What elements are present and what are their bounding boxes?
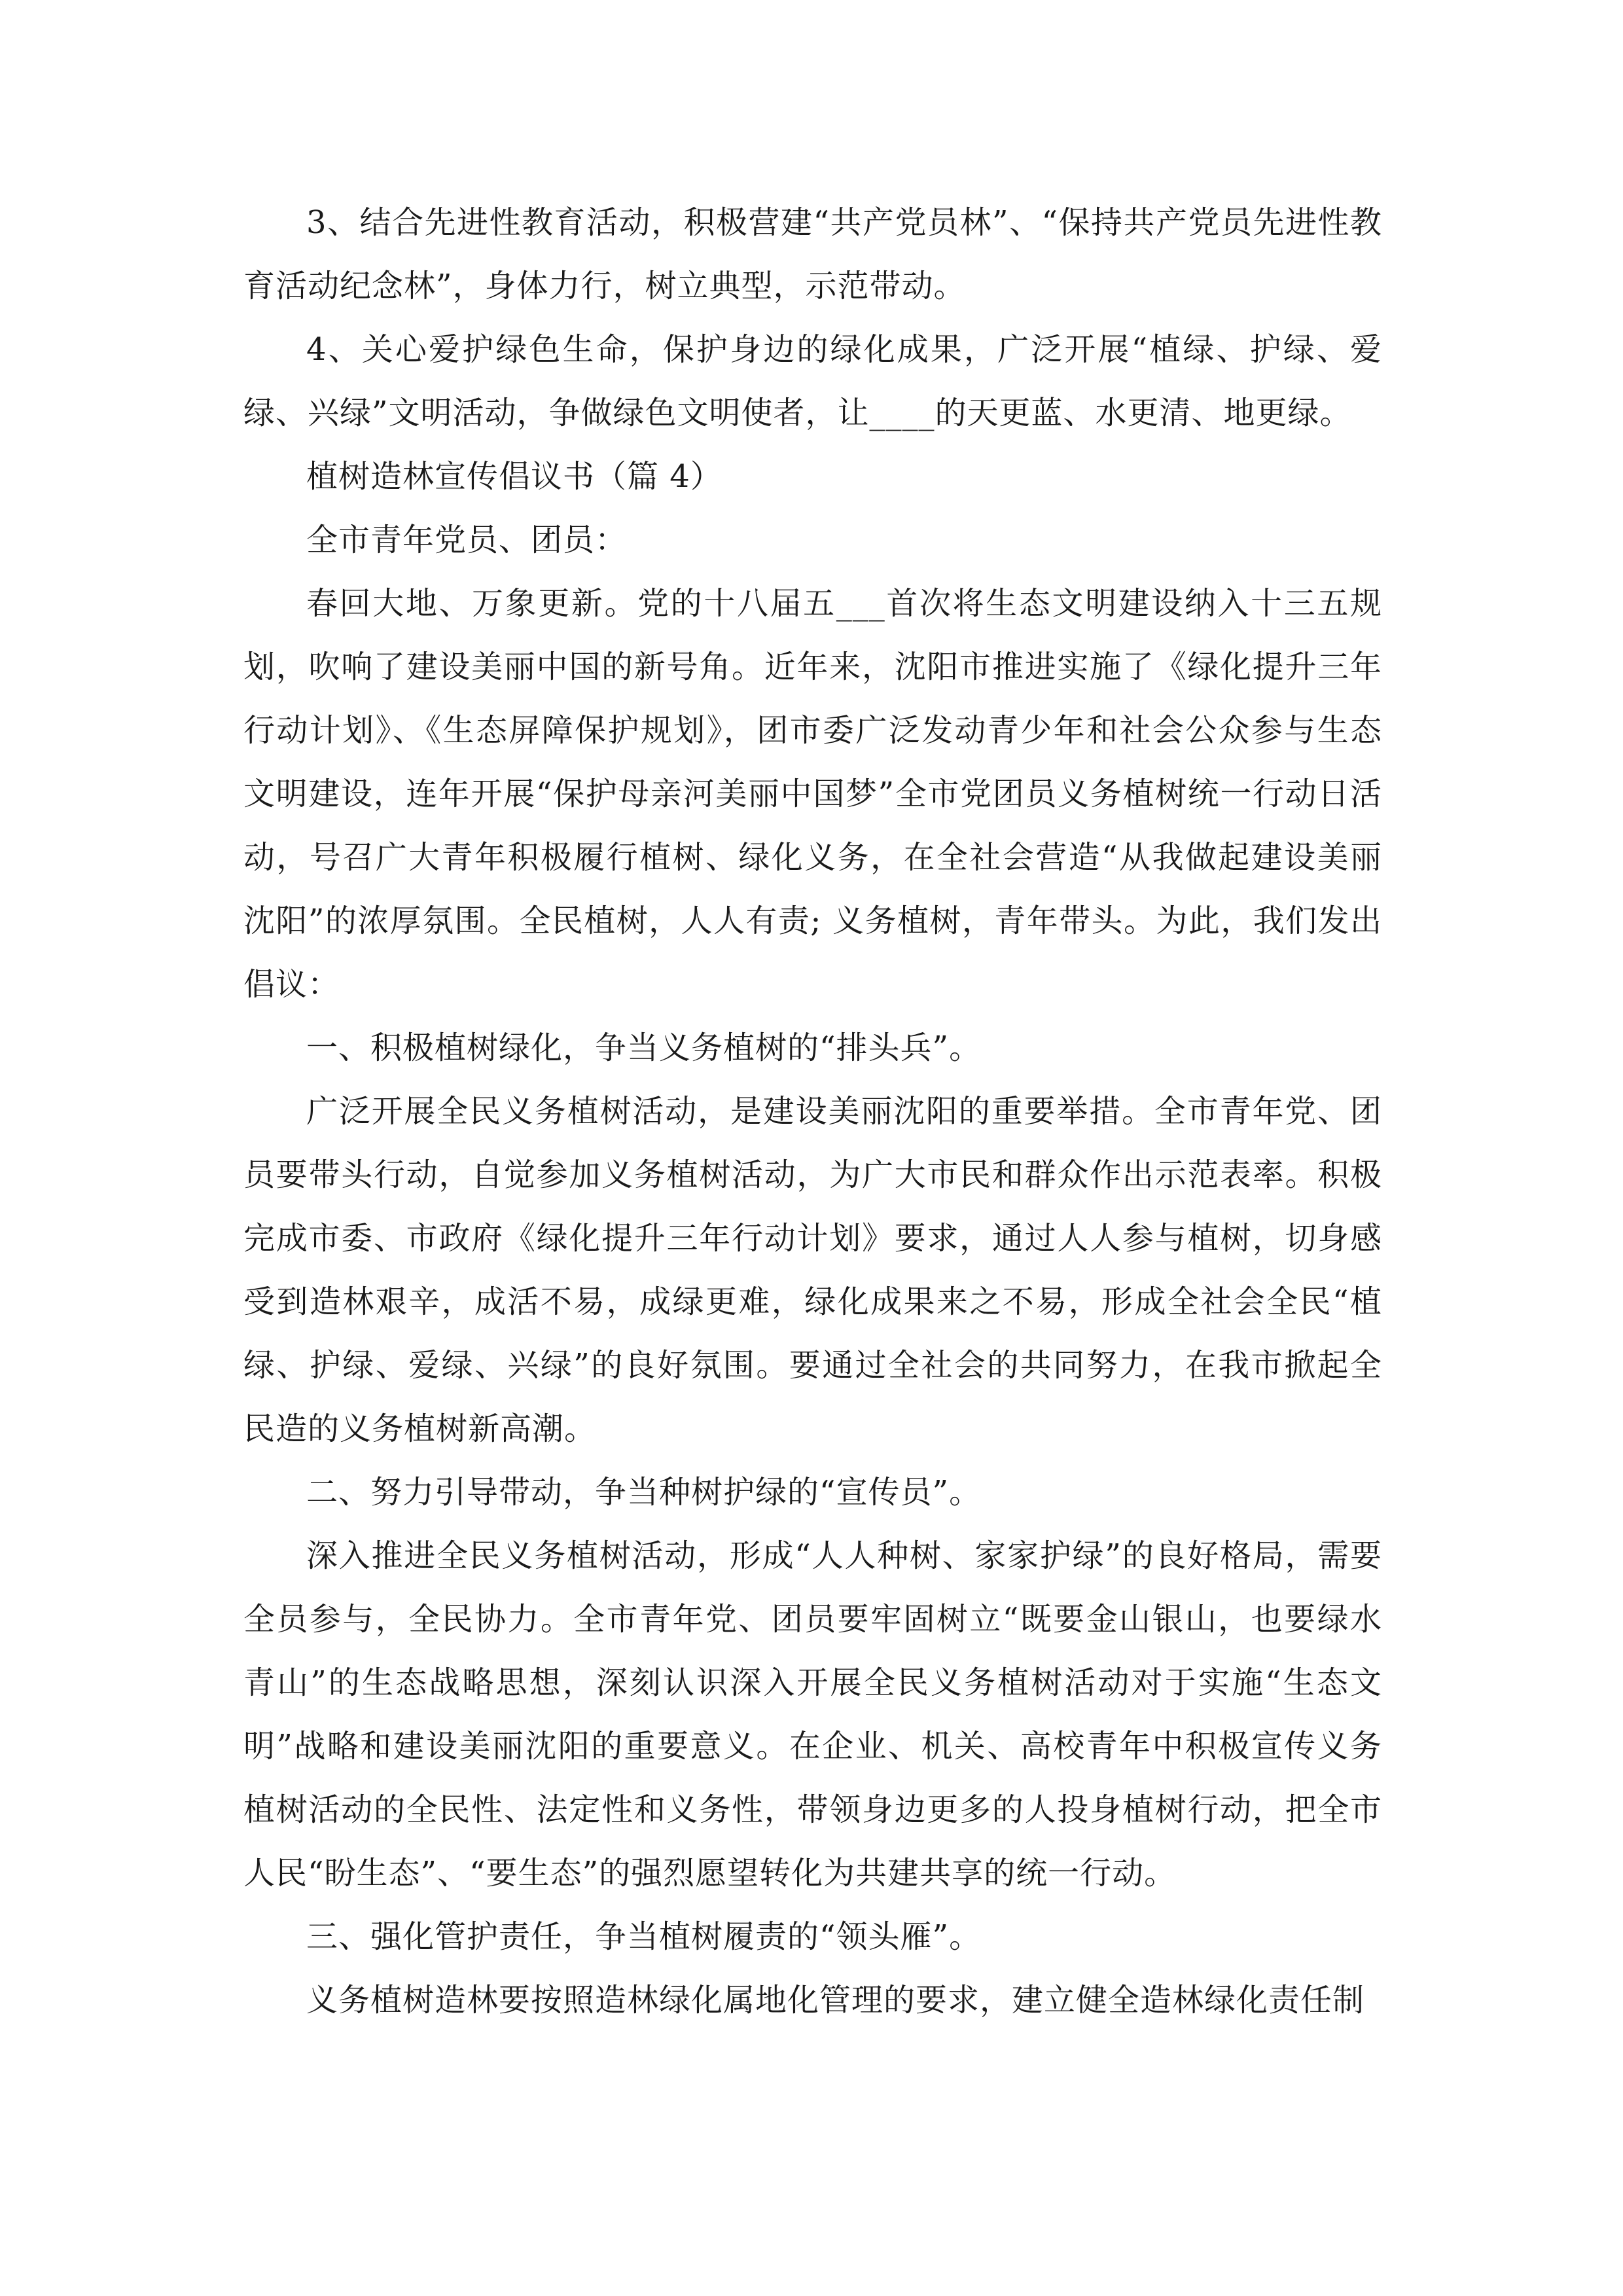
paragraph-section-2: 深入推进全民义务植树活动，形成“人人种树、家家护绿”的良好格局，需要全员参与，全民协力。全市青年党、团员要牢固树立“既要金山银山，也要绿水青山”的生态战略思想，深刻认识深入开展全民义务植树活动对于实施“生态文明”战略和建设美丽沈阳的重要意义。在企业、机关、高校青年中积极宣传义务植树活动的全民性、法定性和义务性，带领身边更多的人投身植树行动，把全市人民“盼生态”、“要生态”的强烈愿望转化为共建共享的统一行动。 [243,1537,1382,1892]
document-body [243,191,1382,2032]
subheading-2: 二、努力引导带动，争当种树护绿的“宣传员”。 [306,1474,982,1511]
paragraph-section-1: 广泛开展全民义务植树活动，是建设美丽沈阳的重要举措。全市青年党、团员要带头行动，自觉参加义务植树活动，为广大市民和群众作出示范表率。积极完成市委、市政府《绿化提升三年行动计划》要求，通过人人参与植树，切身感受到造林艰辛，成活不易，成绿更难，绿化成果来之不易，形成全社会全民“植绿、护绿、爱绿、兴绿”的良好氛围。要通过全社会的共同努力，在我市掀起全民造的义务植树新高潮。 [243,1093,1382,1447]
paragraph-section-3: 义务植树造林要按照造林绿化属地化管理的要求，建立健全造林绿化责任制 [306,1982,1365,2018]
salutation: 全市青年党员、团员： [306,522,628,558]
subheading-1: 一、积极植树绿化，争当义务植树的“排头兵”。 [306,1030,982,1066]
subheading-3: 三、强化管护责任，争当植树履责的“领头雁”。 [306,1918,982,1955]
section-title: 植树造林宣传倡议书（篇 4） [306,458,722,495]
intro-paragraph: 春回大地、万象更新。党的十八届五___首次将生态文明建设纳入十三五规划，吹响了建设美丽中国的新号角。近年来，沈阳市推进实施了《绿化提升三年行动计划》、《生态屏障保护规划》，团市委广泛发动青少年和社会公众参与生态文明建设，连年开展“保护母亲河美丽中国梦”全市党团员义务植树统一行动日活动，号召广大青年积极履行植树、绿化义务，在全社会营造“从我做起建设美丽沈阳”的浓厚氛围。全民植树，人人有责; 义务植树，青年带头。为此，我们发出倡议： [243,585,1382,1003]
paragraph-item-3: 3、结合先进性教育活动，积极营建“共产党员林”、“保持共产党员先进性教育活动纪念林”，身体力行，树立典型，示范带动。 [243,204,1382,304]
paragraph-item-4: 4、关心爱护绿色生命，保护身边的绿化成果，广泛开展“植绿、护绿、爱绿、兴绿”文明活动，争做绿色文明使者，让____的天更蓝、水更清、地更绿。 [243,331,1382,431]
